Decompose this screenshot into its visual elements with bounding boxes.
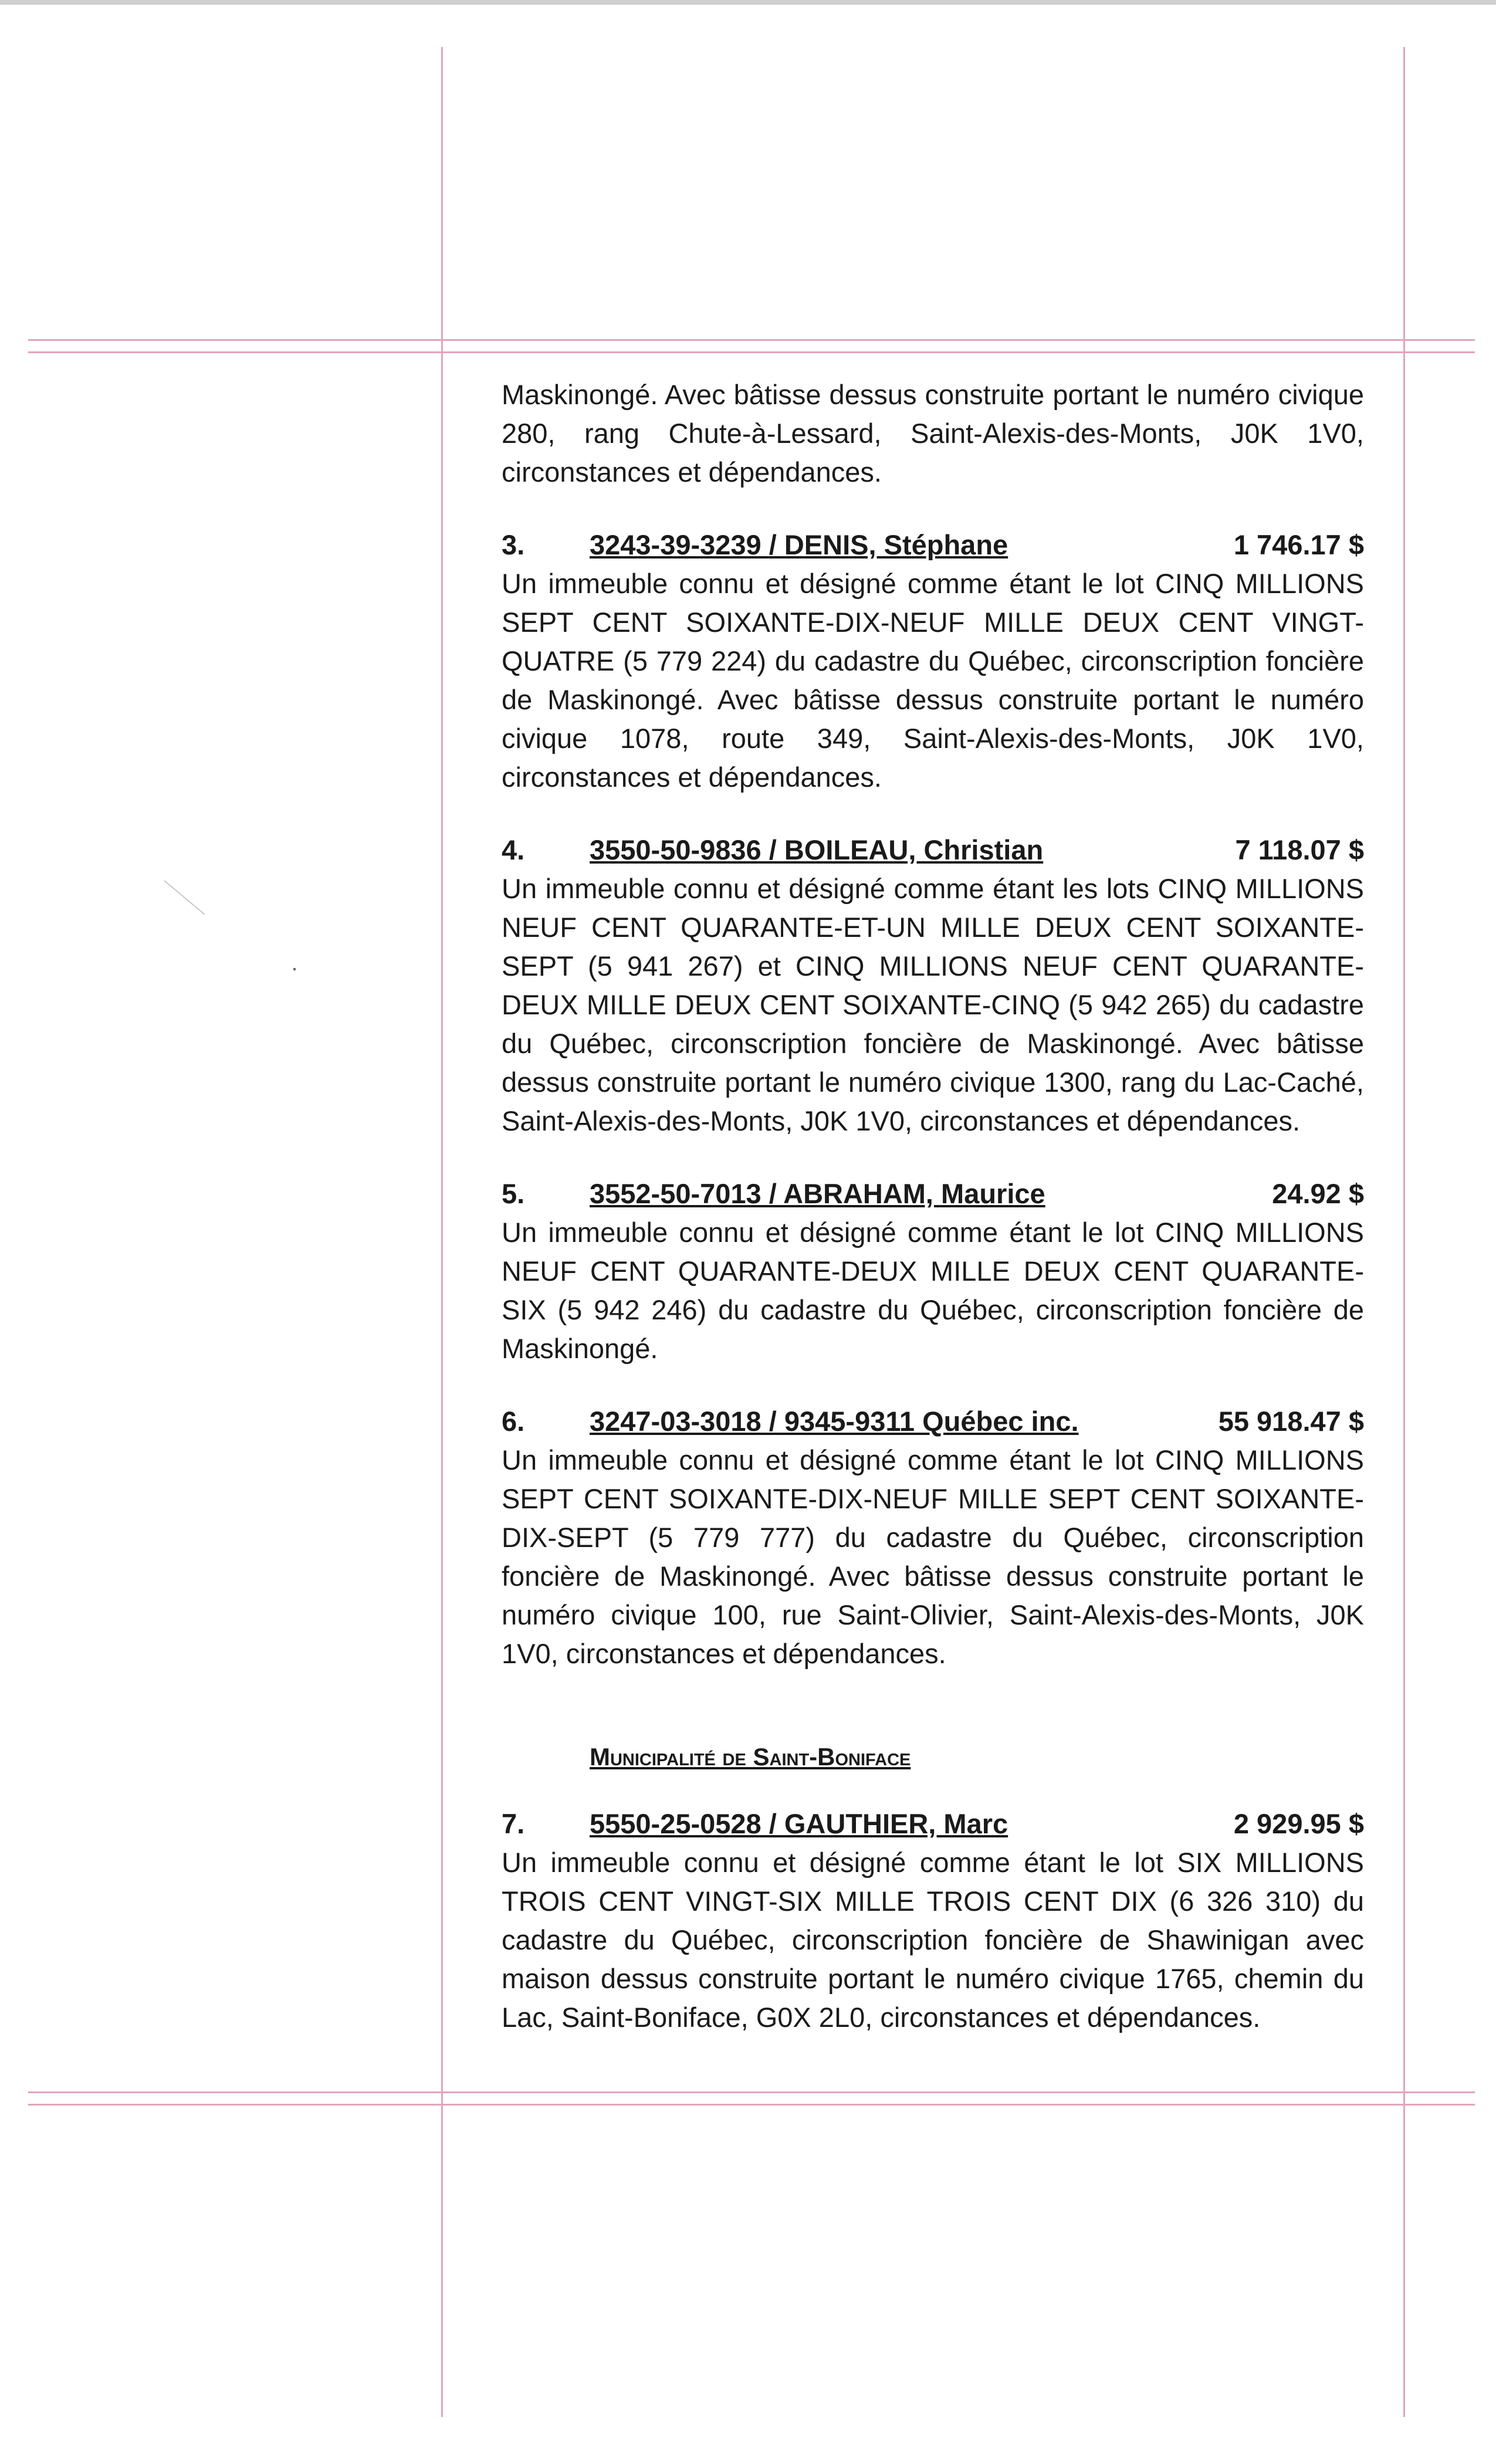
top-double-rule	[28, 339, 1475, 353]
entry-amount: 2 929.95 $	[1233, 1808, 1364, 1839]
entry-5	[502, 1175, 1364, 1368]
entry-3	[502, 526, 1364, 797]
entry-description: Un immeuble connu et désigné comme étant les lots CINQ MILLIONS NEUF CENT QUARANTE-ET-UN MILLE DEUX CENT SOIXANTE-SEPT (5 941 267) et CINQ MILLIONS NEUF CENT QUARANTE-DEUX MILLE DEUX CENT SOIXANTE-CINQ (5 942 265) du cadastre du Québec, circonscription foncière de Maskinongé. Avec bâtisse dessus construite portant le numéro civique 1300, rang du Lac-Caché, Saint-Alexis-des-Monts, J0K 1V0, circonstances et dépendances.	[502, 873, 1364, 1136]
continuation-paragraph: Maskinongé. Avec bâtisse dessus construite portant le numéro civique 280, rang Chute-à-Lessard, Saint-Alexis-des-Monts, J0K 1V0, circonstances et dépendances.	[502, 379, 1364, 488]
right-margin-rule	[1403, 47, 1405, 2417]
left-margin-rule	[441, 47, 443, 2417]
bottom-double-rule	[28, 2091, 1475, 2106]
scan-top-edge	[0, 0, 1496, 5]
entry-7	[502, 1805, 1364, 2037]
entry-title: 3247-03-3018 / 9345-9311 Québec inc.	[590, 1406, 1079, 1437]
entry-number: 6.	[502, 1406, 525, 1437]
entry-header	[502, 1805, 1364, 1843]
entry-title: 3243-39-3239 / DENIS, Stéphane	[590, 529, 1008, 560]
entry-title: 3552-50-7013 / ABRAHAM, Maurice	[590, 1178, 1045, 1209]
entry-description: Un immeuble connu et désigné comme étant le lot CINQ MILLIONS SEPT CENT SOIXANTE-DIX-NEUF MILLE DEUX CENT VINGT-QUATRE (5 779 224) du cadastre du Québec, circonscription foncière de Maskinongé. Avec bâtisse dessus construite portant le numéro civique 1078, route 349, Saint-Alexis-des-Monts, J0K 1V0, circonstances et dépendances.	[502, 568, 1364, 793]
section-heading: Municipalité de Saint-Boniface	[590, 1743, 911, 1771]
entry-amount: 24.92 $	[1272, 1178, 1364, 1209]
entry-4	[502, 831, 1364, 1140]
entry-header	[502, 1402, 1364, 1441]
document-body	[502, 375, 1364, 2037]
entry-header	[502, 526, 1364, 564]
entry-description: Un immeuble connu et désigné comme étant le lot SIX MILLIONS TROIS CENT VINGT-SIX MILLE TROIS CENT DIX (6 326 310) du cadastre du Québec, circonscription foncière de Shawinigan avec maison dessus construite portant le numéro civique 1765, chemin du Lac, Saint-Boniface, G0X 2L0, circonstances et dépendances.	[502, 1847, 1364, 2033]
entry-number: 3.	[502, 529, 525, 560]
entry-6	[502, 1402, 1364, 1673]
entry-number: 5.	[502, 1178, 525, 1209]
scan-artifact-dot	[293, 968, 296, 970]
entry-header	[502, 1175, 1364, 1213]
entry-amount: 1 746.17 $	[1233, 529, 1364, 560]
entry-amount: 55 918.47 $	[1218, 1406, 1364, 1437]
entry-description: Un immeuble connu et désigné comme étant le lot CINQ MILLIONS NEUF CENT QUARANTE-DEUX MILLE DEUX CENT QUARANTE-SIX (5 942 246) du cadastre du Québec, circonscription foncière de Maskinongé.	[502, 1217, 1364, 1364]
entry-title: 5550-25-0528 / GAUTHIER, Marc	[590, 1808, 1008, 1839]
entry-amount: 7 118.07 $	[1235, 834, 1364, 865]
entry-header	[502, 831, 1364, 869]
entry-title: 3550-50-9836 / BOILEAU, Christian	[590, 834, 1044, 865]
entry-number: 4.	[502, 834, 525, 865]
entry-number: 7.	[502, 1808, 525, 1839]
entry-description: Un immeuble connu et désigné comme étant le lot CINQ MILLIONS SEPT CENT SOIXANTE-DIX-NEUF MILLE SEPT CENT SOIXANTE-DIX-SEPT (5 779 777) du cadastre du Québec, circonscription foncière de Maskinongé. Avec bâtisse dessus construite portant le numéro civique 100, rue Saint-Olivier, Saint-Alexis-des-Monts, J0K 1V0, circonstances et dépendances.	[502, 1444, 1364, 1669]
scan-artifact-stroke	[164, 880, 205, 915]
